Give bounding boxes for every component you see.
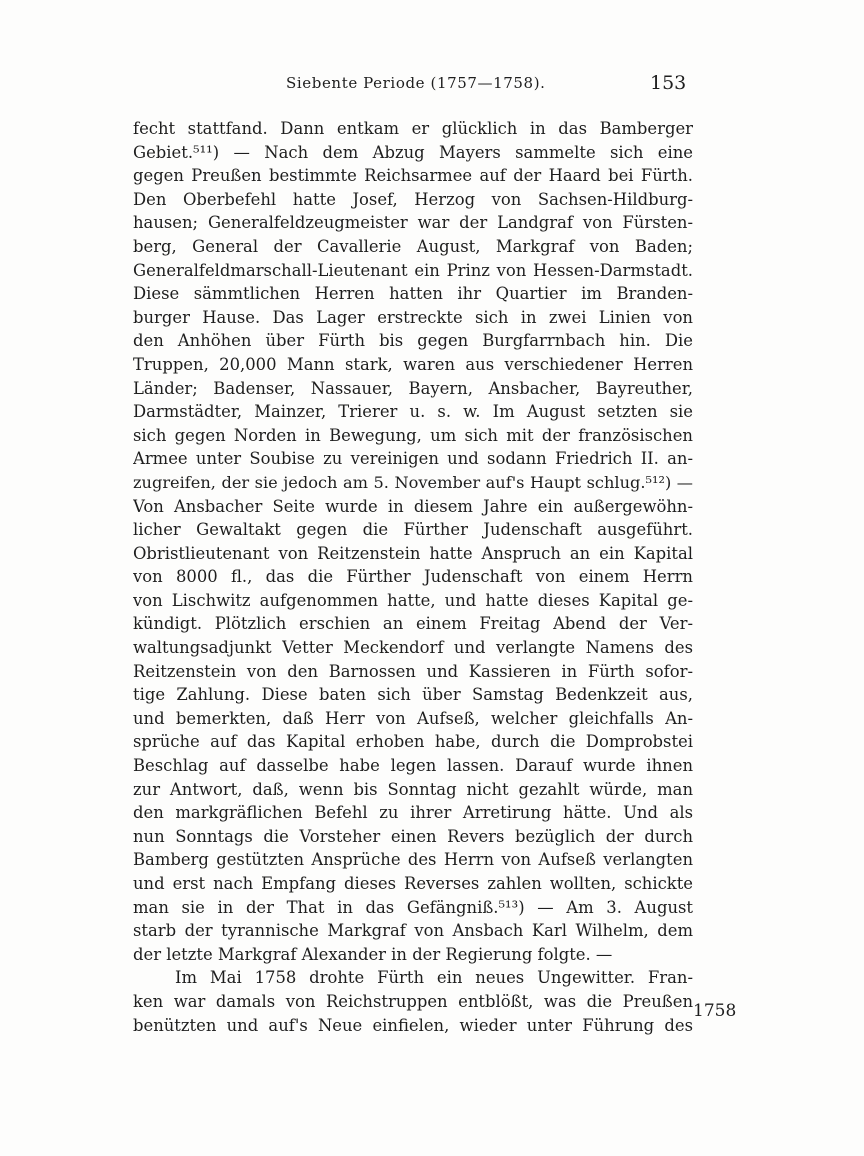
margin-year-note: 1758 [693, 1001, 737, 1021]
text-line-3: gegen Preußen bestimmte Reichsarmee auf der Haard bei Fürth. [133, 166, 693, 186]
text-line-15: Armee unter Soubise zu vereinigen und sodann Friedrich II. an- [133, 449, 693, 469]
text-line-8: Diese sämmtlichen Herren hatten ihr Quartier im Branden- [133, 284, 693, 304]
text-line-23: waltungsadjunkt Vetter Meckendorf und verlangte Namens des [133, 638, 693, 658]
text-line-12: Länder; Badenser, Nassauer, Bayern, Ansbacher, Bayreuther, [133, 378, 693, 398]
text-line-22: kündigt. Plötzlich erschien an einem Freitag Abend der Ver- [133, 614, 693, 634]
running-title: Siebente Periode (1757—1758). [286, 74, 546, 92]
text-line-14: sich gegen Norden in Bewegung, um sich mit der französischen [133, 425, 693, 445]
text-line-10: den Anhöhen über Fürth bis gegen Burgfarrnbach hin. Die [133, 331, 693, 351]
text-line-18: licher Gewaltakt gegen die Fürther Judenschaft ausgeführt. [133, 520, 693, 540]
text-line-27: sprüche auf das Kapital erhoben habe, durch die Domprobstei [133, 732, 693, 752]
text-line-5: hausen; Generalfeldzeugmeister war der Landgraf von Fürsten- [133, 213, 693, 233]
body-text [133, 117, 693, 1037]
text-line-34: man sie in der That in das Gefängniß.⁵¹³) — Am 3. August [133, 897, 693, 917]
text-line-30: den markgräflichen Befehl zu ihrer Arretirung hätte. Und als [133, 803, 693, 823]
text-line-1: fecht stattfand. Dann entkam er glücklich in das Bamberger [133, 119, 693, 138]
text-line-39: benützten und auf's Neue einfielen, wieder unter Führung des [133, 1015, 693, 1035]
text-line-29: zur Antwort, daß, wenn bis Sonntag nicht gezahlt würde, man [133, 779, 693, 799]
text-line-21: von Lischwitz aufgenommen hatte, und hatte dieses Kapital ge- [133, 590, 693, 610]
text-line-16: zugreifen, der sie jedoch am 5. November auf's Haupt schlug.⁵¹²) — [133, 472, 693, 492]
text-line-25: tige Zahlung. Diese baten sich über Samstag Bedenkzeit aus, [133, 685, 693, 705]
text-line-11: Truppen, 20,000 Mann stark, waren aus verschiedener Herren [133, 354, 693, 374]
page-number: 153 [650, 72, 687, 94]
text-line-13: Darmstädter, Mainzer, Trierer u. s. w. Im August setzten sie [133, 402, 693, 422]
text-line-31: nun Sonntags die Vorsteher einen Revers bezüglich der durch [133, 826, 693, 846]
text-line-19: Obristlieutenant von Reitzenstein hatte Anspruch an ein Kapital [133, 543, 693, 563]
text-line-33: und erst nach Empfang dieses Reverses zahlen wollten, schickte [133, 874, 693, 893]
text-line-32: Bamberg gestützten Ansprüche des Herrn von Aufseß verlangten [133, 850, 693, 870]
text-line-36: der letzte Markgraf Alexander in der Regierung folgte. — [133, 944, 613, 964]
text-line-7: Generalfeldmarschall-Lieutenant ein Prinz von Hessen-Darmstadt. [133, 260, 693, 280]
text-line-20: von 8000 fl., das die Fürther Judenschaft von einem Herrn [133, 567, 693, 587]
text-line-4: Den Oberbefehl hatte Josef, Herzog von Sachsen-Hildburg- [133, 189, 693, 209]
text-line-38: ken war damals von Reichstruppen entblößt, was die Preußen [133, 991, 693, 1011]
text-line-2: Gebiet.⁵¹¹) — Nach dem Abzug Mayers sammelte sich eine [133, 142, 693, 162]
text-line-9: burger Hause. Das Lager erstreckte sich in zwei Linien von [133, 307, 693, 327]
text-line-24: Reitzenstein von den Barnossen und Kassieren in Fürth sofor- [133, 661, 693, 681]
text-line-37: Im Mai 1758 drohte Fürth ein neues Ungewitter. Fran- [175, 968, 693, 988]
text-line-28: Beschlag auf dasselbe habe legen lassen. Darauf wurde ihnen [133, 756, 693, 776]
text-line-26: und bemerkten, daß Herr von Aufseß, welcher gleichfalls An- [133, 708, 693, 728]
text-line-35: starb der tyrannische Markgraf von Ansbach Karl Wilhelm, dem [133, 921, 693, 941]
text-line-17: Von Ansbacher Seite wurde in diesem Jahre ein außergewöhn- [133, 496, 693, 516]
text-line-6: berg, General der Cavallerie August, Markgraf von Baden; [133, 236, 693, 256]
